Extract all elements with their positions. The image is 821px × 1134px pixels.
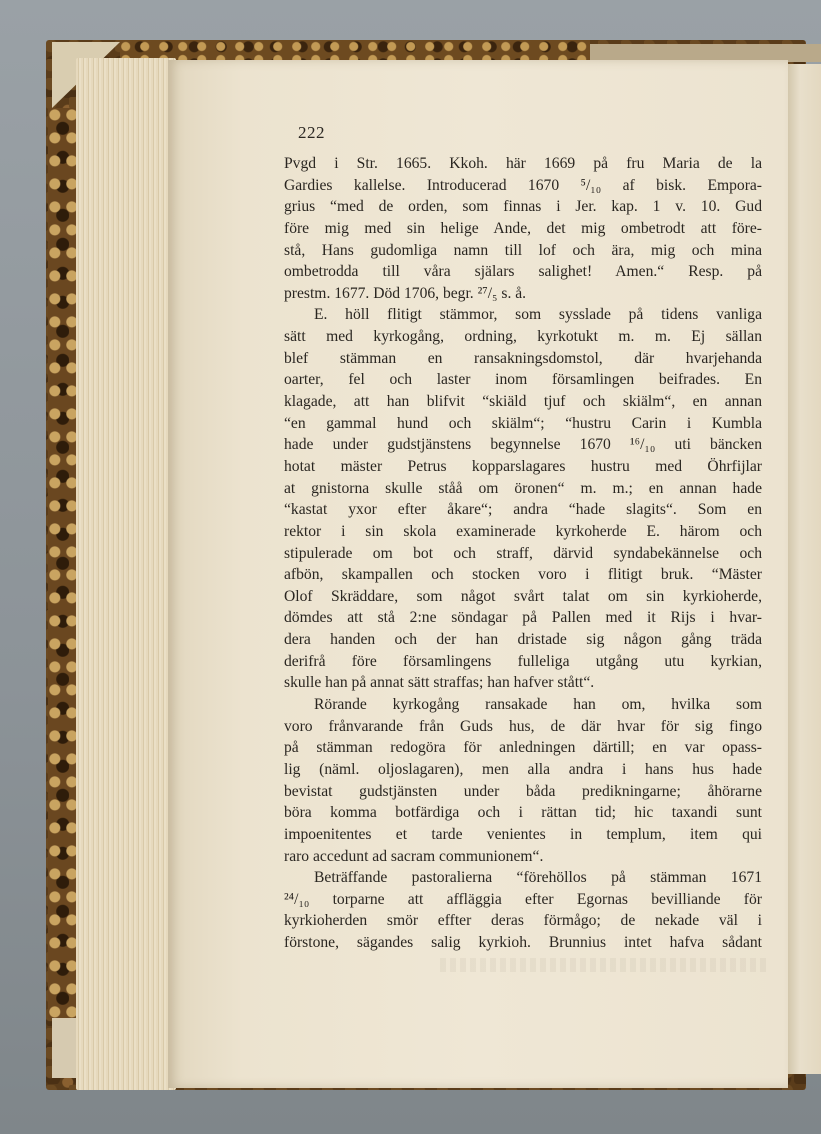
text-line: “en gammal hund och skiälm“; “hustru Carin i Kumbla (284, 414, 762, 432)
text-line: Gardies kallelse. Introducerad 1670 ⁵/₁₀ af bisk. Empora- (284, 176, 762, 194)
text-line: prestm. 1677. Död 1706, begr. ²⁷/₅ s. å. (284, 284, 527, 302)
text-line: rektor i sin skola examinerade kyrkoherde E. härom och (284, 522, 762, 540)
text-line: ombetrodda till våra själars salighet! Amen.“ Resp. på (284, 263, 762, 281)
page-stack-edge (76, 58, 176, 1090)
text-line: på stämman redogöra för anledningen därtill; en var opass- (284, 739, 762, 757)
text-line: dera handen och der han dristade sig någon gång träda (284, 631, 762, 649)
text-line: Rörande kyrkogång ransakade han om, hvilka som (314, 696, 762, 714)
text-line: raro accedunt ad sacram communionem“. (284, 847, 544, 865)
text-line: sätt med kyrkogång, ordning, kyrkotukt m. m. Ej sällan (284, 328, 762, 346)
marbled-cover-top (120, 40, 590, 60)
text-line: voro frånvarande från Guds hus, de där hvar för sig fingo (284, 717, 762, 735)
marbled-spine-edge (48, 108, 78, 1018)
text-line: hotat mäster Petrus kopparslagares hustru med Öhrfijlar (284, 457, 762, 475)
text-line: kyrkioherden smör effter deras förmågo; de nekade väl i (284, 912, 762, 930)
text-line: bevistat gudstjänsten under båda predikningarne; åhörarne (284, 782, 762, 800)
text-line: “kastat yxor efter åkare“; andra “hade slagits“. Som en (284, 501, 762, 519)
text-line: skulle han på annat sätt straffas; han hafver stått“. (284, 674, 595, 692)
text-line: grius “med de orden, som finnas i Jer. kap. 1 v. 10. Gud (284, 198, 762, 216)
text-line: Olof Skräddare, som något svårt talat om sin kyrkioherde, (284, 587, 762, 605)
text-line: förstone, sägandes salig kyrkioh. Brunnius intet hafva sådant (284, 934, 762, 952)
text-line: före mig med sin helige Ande, det mig ombetrodt att före- (284, 219, 762, 237)
text-line: oarter, fel och laster inom församlingen beifrades. En (284, 371, 762, 389)
facing-page-edge (786, 64, 821, 1074)
bleed-through-text (440, 958, 770, 972)
text-line: stå, Hans gudomliga namn till lof och ära, mig och mina (284, 241, 762, 259)
text-line: hade under gudstjänstens begynnelse 1670 ¹⁶/₁₀ uti bäncken (284, 436, 762, 454)
body-text (284, 153, 762, 954)
text-line: Pvgd i Str. 1665. Kkoh. här 1669 på fru Maria de la (284, 155, 762, 172)
text-line: stipulerade om bot och straff, därvid syndabekännelse och (284, 544, 762, 562)
text-line: böra komma botfärdiga och i rättan tid; hic taxandi sunt (284, 804, 762, 822)
text-line: impoenitentes et tarde venientes in templum, item qui (284, 825, 762, 843)
text-line: klagade, att han blifvit “skiäld tjuf och skiälm“, en annan (284, 393, 762, 411)
text-line: ²⁴/₁₀ torparne att affläggia efter Egornas bevilliande för (284, 890, 762, 908)
text-line: at gnistorna skulle ståå om öronen“ m. m.; en annan hade (284, 479, 762, 497)
text-line: dömdes att stå 2:ne söndagar på Pallen med it Rijs i hvar- (284, 609, 762, 627)
text-line: lig (näml. oljoslagaren), men alla andra i hans hus hade (284, 760, 762, 778)
text-line: derifrå före församlingens fulleliga utgång utu kyrkian, (284, 652, 762, 670)
text-line: Beträffande pastoralierna “förehöllos på stämman 1671 (314, 869, 762, 887)
page-number: 222 (298, 123, 325, 142)
text-line: E. höll flitigt stämmor, som sysslade på tidens vanliga (314, 306, 762, 324)
text-line: blef stämman en ransakningsdomstol, där hvarjehanda (284, 349, 762, 367)
text-line: afbön, skampallen och stocken voro i flitigt bruk. “Mäster (284, 566, 762, 584)
